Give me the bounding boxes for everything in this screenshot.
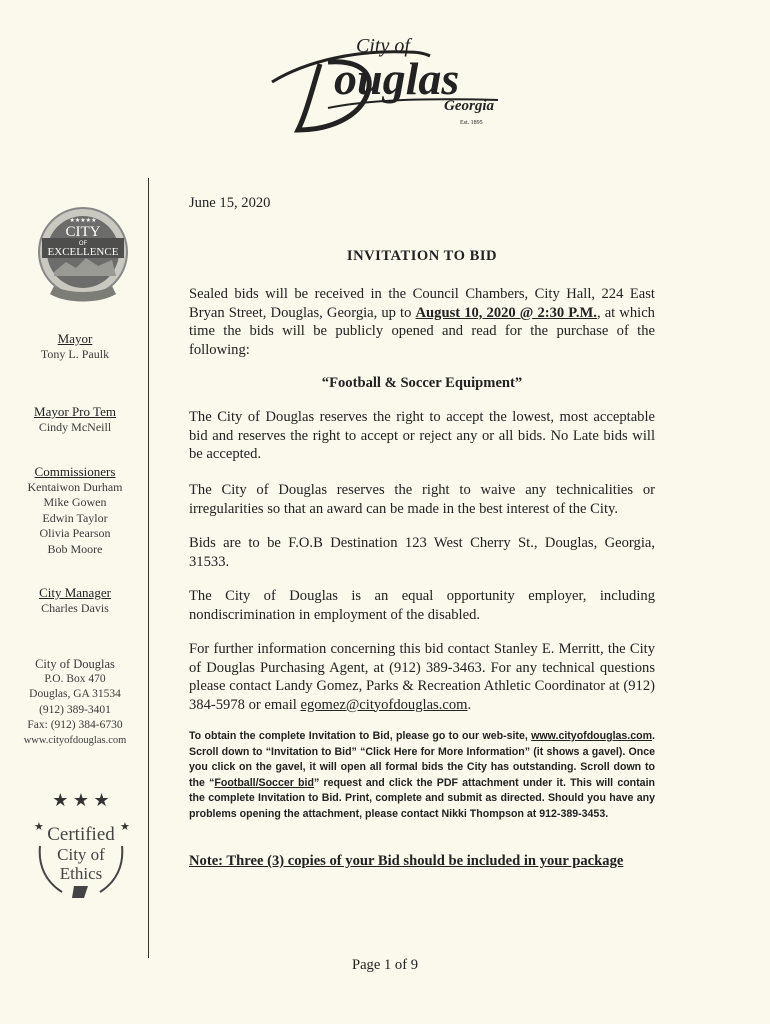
paragraph-text: For further information concerning this bid contact Stanley E. Merritt, the City of Douglas Purchasing Agent, at (912) 389-3463. For any technical questions please contact Landy Gomez, Parks & Recreation Athletic Coordinator at (912) 384-5978 or email	[189, 641, 655, 713]
sidebar-commissioners	[0, 464, 150, 557]
logo-state: Georgia	[444, 98, 494, 114]
commissioner-name: Olivia Pearson	[39, 526, 111, 540]
paragraph-equal-opportunity: The City of Douglas is an equal opportunity employer, including nondiscrimination in employment of the disabled.	[189, 588, 655, 623]
seal-city: CITY	[65, 224, 101, 240]
site-link[interactable]: www.cityofdouglas.com	[531, 730, 653, 742]
paragraph-waive: The City of Douglas reserves the right to waive any technicalities or irregularities so that an award can be made in the best interest of the City.	[189, 482, 655, 517]
paragraph-fob: Bids are to be F.O.B Destination 123 West Cherry St., Douglas, Georgia, 31533.	[189, 535, 655, 570]
certified-city-of-ethics-badge	[26, 790, 136, 900]
commissioner-name: Edwin Taylor	[42, 510, 108, 525]
sidebar-address	[0, 657, 150, 748]
commissioner-name: Mike Gowen	[43, 495, 107, 509]
svg-text:★ ★ ★: ★ ★ ★	[52, 790, 110, 810]
logo-city-of: City of	[356, 35, 410, 57]
svg-text:★: ★	[120, 821, 130, 833]
mayor-title: Mayor	[57, 331, 93, 346]
address-line: Fax: (912) 384-6730	[27, 718, 123, 731]
bid-item-title: “Football & Soccer Equipment”	[321, 375, 523, 391]
city-manager-name: Charles Davis	[41, 600, 109, 615]
svg-text:★: ★	[34, 821, 44, 833]
douglas-logo-graphic	[268, 30, 508, 142]
email-link[interactable]: egomez@cityofdouglas.com	[300, 696, 468, 713]
seal-of: OF	[78, 241, 88, 247]
bid-deadline: August 10, 2020 @ 2:30 P.M.	[415, 304, 597, 321]
paragraph-text: . Scroll down to “Invitation to Bid” “Click Here for More Information” (it shows a gavel). Once you click on the gavel, it will open all formal bids the City has outstanding. Scroll down to the “	[189, 730, 655, 789]
city-logo	[268, 30, 508, 142]
paragraph-text: .	[467, 696, 472, 713]
paragraph-text: To obtain the complete Invitation to Bid, please go to our web-site,	[189, 730, 532, 742]
ethics-city-of: City of	[57, 845, 105, 864]
ethics-ethics: Ethics	[59, 864, 103, 883]
address-line: City of Douglas	[35, 657, 115, 671]
paragraph-instructions	[189, 729, 655, 823]
paragraph-text: ” request and click the PDF attachment under it. This will contain the complete Invitation to Bid. Print, complete and submit as directed. Should you have any problems opening the attachment, please contact Nikki Thompson at 912-389-3453.	[189, 776, 655, 820]
sidebar-mayor	[0, 331, 150, 362]
commissioner-name: Kentaiwon Durham	[27, 479, 123, 494]
address-line: (912) 389-3401	[39, 703, 111, 716]
letter-title: INVITATION TO BID	[346, 248, 498, 264]
logo-name: ouglas	[334, 53, 460, 104]
paragraph-text: , at which time the bids will be publicly opened and read for the purchase of the following:	[189, 304, 655, 358]
mayor-name: Tony L. Paulk	[40, 346, 110, 361]
paragraph-contact	[189, 640, 655, 714]
city-manager-title: City Manager	[39, 585, 111, 600]
commissioners-title: Commissioners	[34, 464, 116, 479]
commissioner-name: Bob Moore	[47, 541, 103, 556]
website-link[interactable]: www.cityofdouglas.com	[23, 735, 127, 747]
sidebar-mayor-pro-tem	[0, 404, 150, 435]
copies-note: Note: Three (3) copies of your Bid should be included in your package	[189, 853, 624, 869]
svg-text:★★★★★: ★★★★★	[69, 218, 97, 224]
paragraph-text: Sealed bids will be received in the Council Chambers, City Hall, 224 East Bryan Street, Douglas, Georgia, up to	[189, 286, 655, 321]
sidebar-divider	[148, 178, 149, 958]
page-number: Page 1 of 9	[351, 957, 419, 973]
paragraph-sealed-bids	[189, 285, 655, 359]
ethics-certified: Certified	[47, 824, 115, 845]
city-of-excellence-seal	[36, 200, 130, 310]
mayor-pro-tem-name: Cindy McNeill	[38, 419, 112, 434]
address-line: P.O. Box 470	[44, 673, 106, 686]
address-line: Douglas, GA 31534	[29, 688, 121, 701]
mayor-pro-tem-title: Mayor Pro Tem	[34, 404, 116, 419]
sidebar-city-manager	[0, 585, 150, 616]
letter-date: June 15, 2020	[189, 195, 271, 211]
seal-excellence: EXCELLENCE	[47, 246, 119, 258]
logo-est: Est. 1895	[460, 120, 483, 126]
bid-link[interactable]: Football/Soccer bid	[214, 776, 314, 789]
paragraph-reserves-right: The City of Douglas reserves the right to accept the lowest, most acceptable bid and reserves the right to accept or reject any or all bids. No Late bids will be accepted.	[189, 409, 655, 462]
